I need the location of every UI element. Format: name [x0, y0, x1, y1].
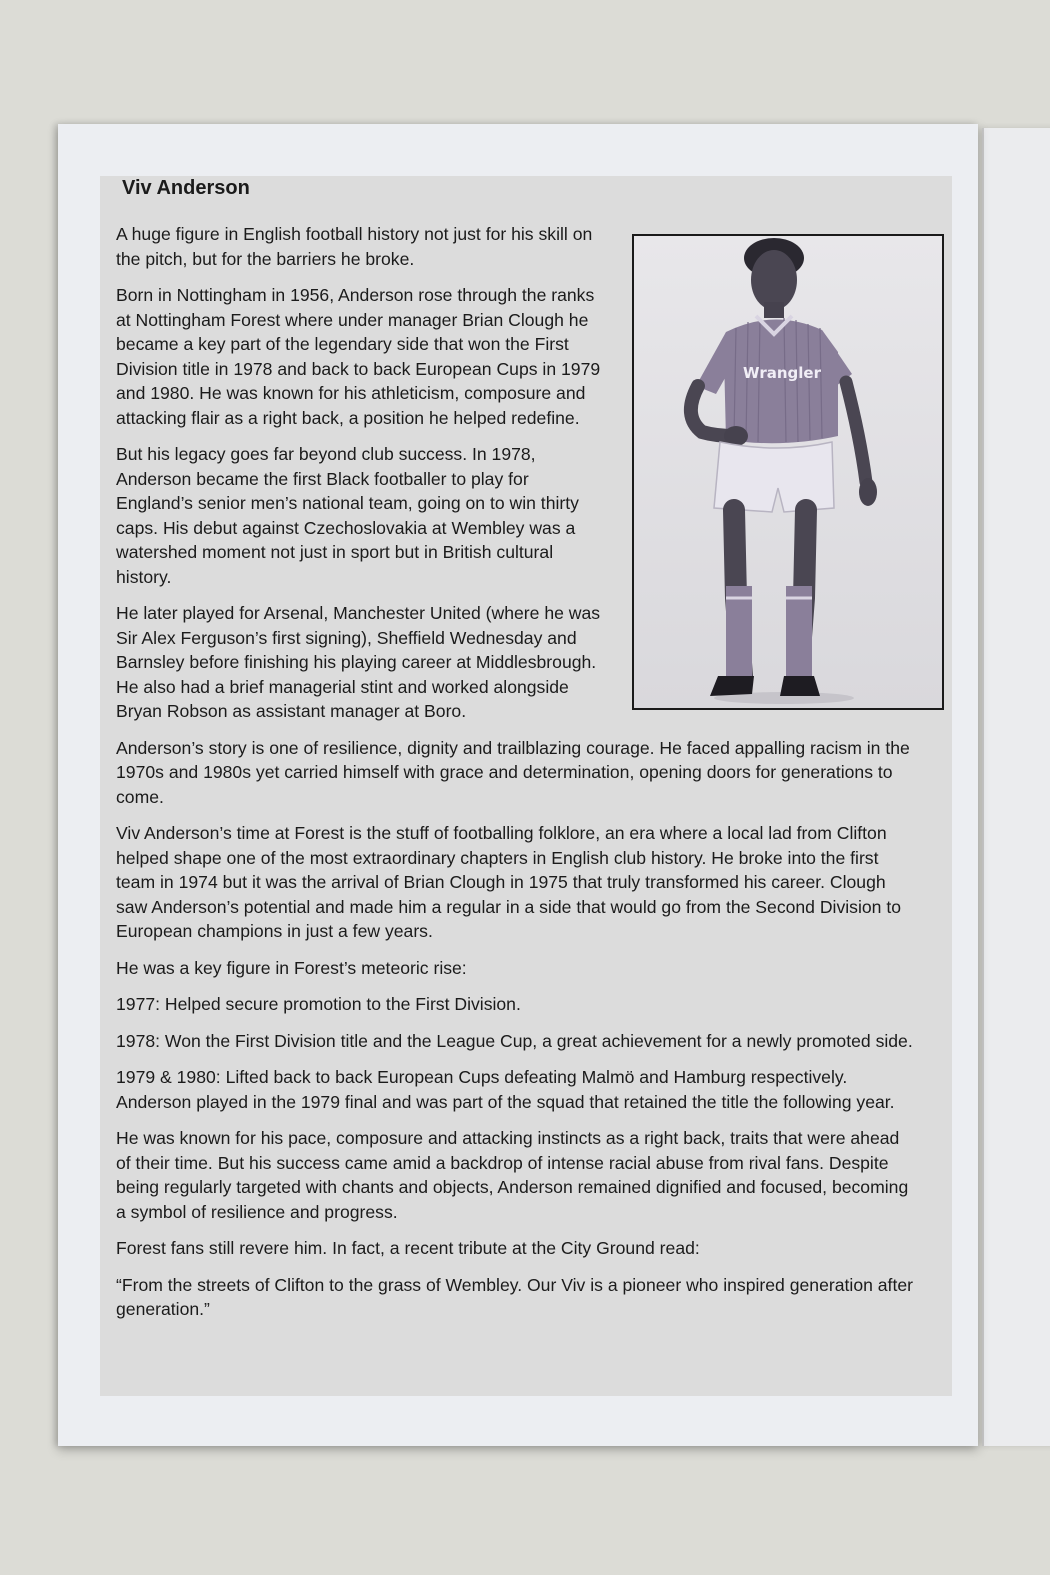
player-figure	[634, 236, 942, 708]
paragraph-forest-time: Viv Anderson’s time at Forest is the stuff of footballing folklore, an era where a local lad from Clifton helped shape one of the most extraordinary chapters in English club history. He broke into the first team in 1974 but it was the arrival of Brian Clough in 1975 that truly transformed his career. Clough saw Anderson’s potential and made him a regular in a side that would go from the Second Division to European champions in just a few years.	[116, 823, 902, 941]
paragraph-1979-1980: 1979 & 1980: Lifted back to back European Cups defeating Malmö and Hamburg respectively. Anderson played in the 1979 final and was part of the squad that retained the title the following year.	[116, 1067, 895, 1112]
paragraph-rise-intro: He was a key figure in Forest’s meteoric rise:	[116, 957, 467, 978]
paragraph-early-career: Born in Nottingham in 1956, Anderson rose through the ranks at Nottingham Forest where under manager Brian Clough he became a key part of the legendary side that won the First Division title in 1978 and back to back European Cups in 1979 and 1980. He was known for his athleticism, composure and attacking flair as a right back, a position he helped redefine.	[116, 285, 601, 428]
player-photo	[632, 234, 944, 710]
facing-page	[982, 128, 1050, 1446]
programme-page	[58, 124, 978, 1446]
paragraph-legacy: But his legacy goes far beyond club success. In 1978, Anderson became the first Black footballer to play for England’s senior men’s national team, going on to win thirty caps. His debut against Czechoslovakia at Wembley was a watershed moment not just in sport but in British cultural history.	[116, 444, 579, 587]
paragraph-1978: 1978: Won the First Division title and the League Cup, a great achievement for a newly promoted side.	[116, 1030, 913, 1051]
article-title: Viv Anderson	[122, 177, 250, 199]
article	[116, 176, 916, 1334]
paragraph-1977: 1977: Helped secure promotion to the First Division.	[116, 994, 521, 1014]
paragraph-pace: He was known for his pace, composure and attacking instincts as a right back, traits that were ahead of their time. But his success came amid a backdrop of intense racial abuse from rival fans. Despite being regularly targeted with chants and objects, Anderson remained dignified and focused, becoming a symbol of resilience and progress.	[116, 1128, 909, 1222]
shirt-sponsor-text: Wrangler	[743, 364, 821, 382]
paragraph-tribute-intro: Forest fans still revere him. In fact, a recent tribute at the City Ground read:	[116, 1238, 700, 1258]
paragraph-resilience: Anderson’s story is one of resilience, dignity and trailblazing courage. He faced appalling racism in the 1970s and 1980s yet carried himself with grace and determination, opening doors for generations to come.	[116, 737, 910, 807]
paragraph-tribute-quote: “From the streets of Clifton to the grass of Wembley. Our Viv is a pioneer who inspired generation after generation.”	[116, 1274, 913, 1319]
paragraph-later-career: He later played for Arsenal, Manchester United (where he was Sir Alex Ferguson’s first signing), Sheffield Wednesday and Barnsley before finishing his playing career at Middlesbrough. He also had a brief managerial stint and worked alongside Bryan Robson as assistant manager at Boro.	[116, 603, 601, 721]
paragraph-intro: A huge figure in English football history not just for his skill on the pitch, but for the barriers he broke.	[116, 224, 593, 269]
